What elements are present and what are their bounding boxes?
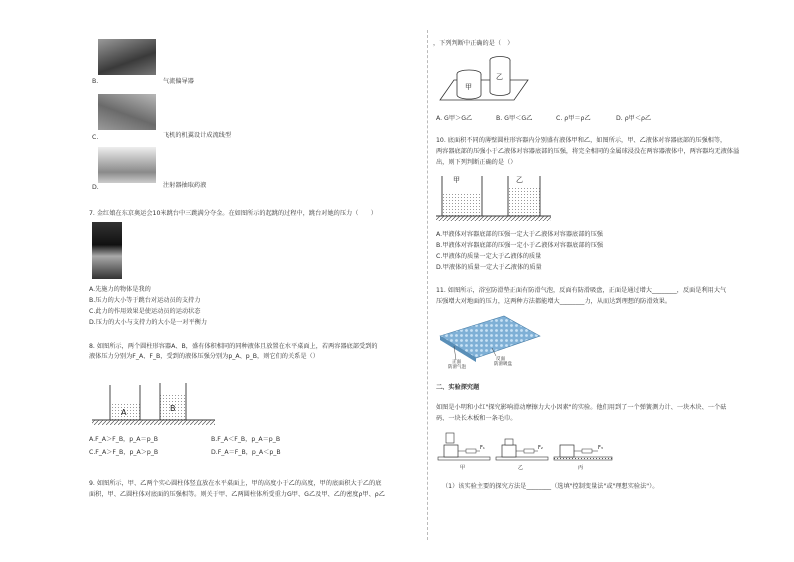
option-d-label: D.	[92, 184, 99, 191]
force-f2-label: F₂	[538, 445, 543, 451]
section-2-heading: 二、实验探究题	[436, 384, 480, 391]
option-b-text: 气流偏导器	[163, 78, 194, 85]
question-7-option-d: D.压力的大小与支持力的大小是一对平衡力	[89, 319, 208, 326]
question-7-option-b: B.压力的大小等于跳台对运动员的支持力	[89, 297, 201, 304]
question-12-line-2: 码、一块长木板和一条毛巾。	[436, 415, 517, 422]
syringe-photo	[98, 147, 156, 183]
back-side-caption: 反面	[496, 357, 505, 362]
option-d-text: 注射器抽取药液	[163, 182, 207, 189]
question-8-option-a: A.F_A＞F_B，p_A＝p_B	[89, 436, 158, 443]
question-10-option-b: B.甲液体对容器底部的压强一定小于乙液体对容器底部的压强	[436, 242, 604, 249]
question-8-option-b: B.F_A＜F_B，p_A＝p_B	[211, 436, 281, 443]
option-c-text: 飞机的机翼设计成流线型	[163, 132, 232, 139]
question-9-cylinder-figure	[440, 52, 530, 107]
suction-cup-caption: 防滑吸盘	[494, 362, 512, 367]
question-10-option-c: C.甲液体的质量一定大于乙液体的质量	[436, 253, 542, 260]
question-7-stem: 7. 金红娘在东京奥运会10米跳台中三跳满分夺金。在如图所示的起跳的过程中，跳台对她的压力（ ）	[89, 210, 377, 217]
setup-jia-label: 甲	[460, 465, 466, 471]
bath-mat-figure	[434, 308, 544, 370]
cylinder-jia-label: 甲	[465, 83, 472, 91]
cylinder-yi-label: 乙	[496, 73, 503, 81]
force-f3-label: F₃	[598, 445, 603, 451]
question-9-line-1: 9. 如图所示，甲、乙两个实心圆柱体竖直放在水平桌面上，甲的高度小于乙的高度，甲的底面积大于乙的底	[89, 480, 382, 487]
airplane-photo	[98, 94, 156, 130]
question-8-option-d: D.F_A＝F_B，p_A＜p_B	[211, 449, 281, 456]
option-c-label: C.	[92, 134, 99, 141]
column-divider	[427, 30, 428, 540]
container-yi-label: 乙	[516, 176, 523, 184]
question-10-line-3: 出，则下列判断正确的是（）	[436, 159, 517, 166]
friction-experiment-figure	[436, 427, 616, 473]
question-8-container-figure	[90, 373, 220, 428]
force-f1-label: F₁	[480, 445, 485, 451]
setup-yi-label: 乙	[518, 465, 524, 471]
anti-slip-bubble-caption: 防滑气泡	[448, 365, 466, 370]
car-photo	[98, 39, 156, 75]
front-side-caption: 正面	[452, 360, 461, 365]
question-12-line-1: 如图是小明和小红"探究影响滑动摩擦力大小因素"的实验。他们用到了一个弹簧测力计、一块木块、一个砝	[436, 404, 727, 411]
question-10-option-a: A.甲液体对容器底部的压强一定大于乙液体对容器底部的压强	[436, 231, 603, 238]
diver-photo	[92, 222, 122, 279]
option-b-label: B.	[92, 78, 99, 85]
question-10-line-1: 10. 底面积不同的薄壁圆柱形容器内分别盛有液体甲和乙，如图所示，甲、乙液体对容器底部的压强相等，	[436, 137, 727, 144]
question-11-line-1: 11. 如图所示，浴室防滑垫正面有防滑气泡，反面有防滑吸盘，正面是通过增大________，反面是利用大气	[436, 287, 727, 294]
question-7-option-c: C.此力的作用效果是使运动员的运动状态	[89, 308, 201, 315]
question-7-option-a: A.先施力的物体是我的	[89, 286, 151, 293]
container-a-label: A	[121, 408, 127, 417]
question-9-option-d: D. ρ甲＜ρ乙	[616, 115, 652, 122]
question-10-container-figure	[436, 172, 556, 224]
question-9-option-a: A. G甲＞G乙	[436, 115, 473, 122]
question-11-line-2: 压强增大对地面的压力，这两种方法都能增大________力，从而达到理想的防滑效果。	[436, 298, 672, 305]
question-9-line-2: 面积，甲、乙圆柱体对底面的压强相等。则关于甲、乙两圆柱体所受重力G甲、G乙及甲、乙的密度ρ甲、ρ乙	[89, 491, 385, 498]
question-9-option-c: C. ρ甲＝ρ乙	[556, 115, 591, 122]
question-8-option-c: C.F_A＞F_B，p_A＞p_B	[89, 449, 159, 456]
question-8-line-1: 8. 如图所示，两个圆柱形容器A、B，盛有体积相同的同种液体且放置在水平桌面上，若两容器底部受到的	[89, 343, 378, 350]
question-10-line-2: 两容器底部的压强小于乙液体对容器底部的压强，将完全相同的金属球浸没在两容器液体中，两容器均无液体溢	[436, 148, 740, 155]
question-9-option-b: B. G甲＜G乙	[496, 115, 533, 122]
question-8-line-2: 液体压力分别为F_A、F_B，受到的液体压强分别为p_A、p_B，则它们的关系是（）	[89, 353, 319, 360]
question-10-option-d: D.甲液体的质量一定大于乙液体的质量	[436, 264, 542, 271]
container-b-label: B	[170, 404, 176, 413]
question-9-continuation: ，下列判断中正确的是（ ）	[433, 40, 514, 47]
container-jia-label: 甲	[453, 176, 460, 184]
setup-bing-label: 丙	[578, 465, 584, 471]
question-12-sub-1: （1）该实验主要的探究方法是________（选填"控制变量法"或"理想实验法"）。	[442, 483, 659, 490]
